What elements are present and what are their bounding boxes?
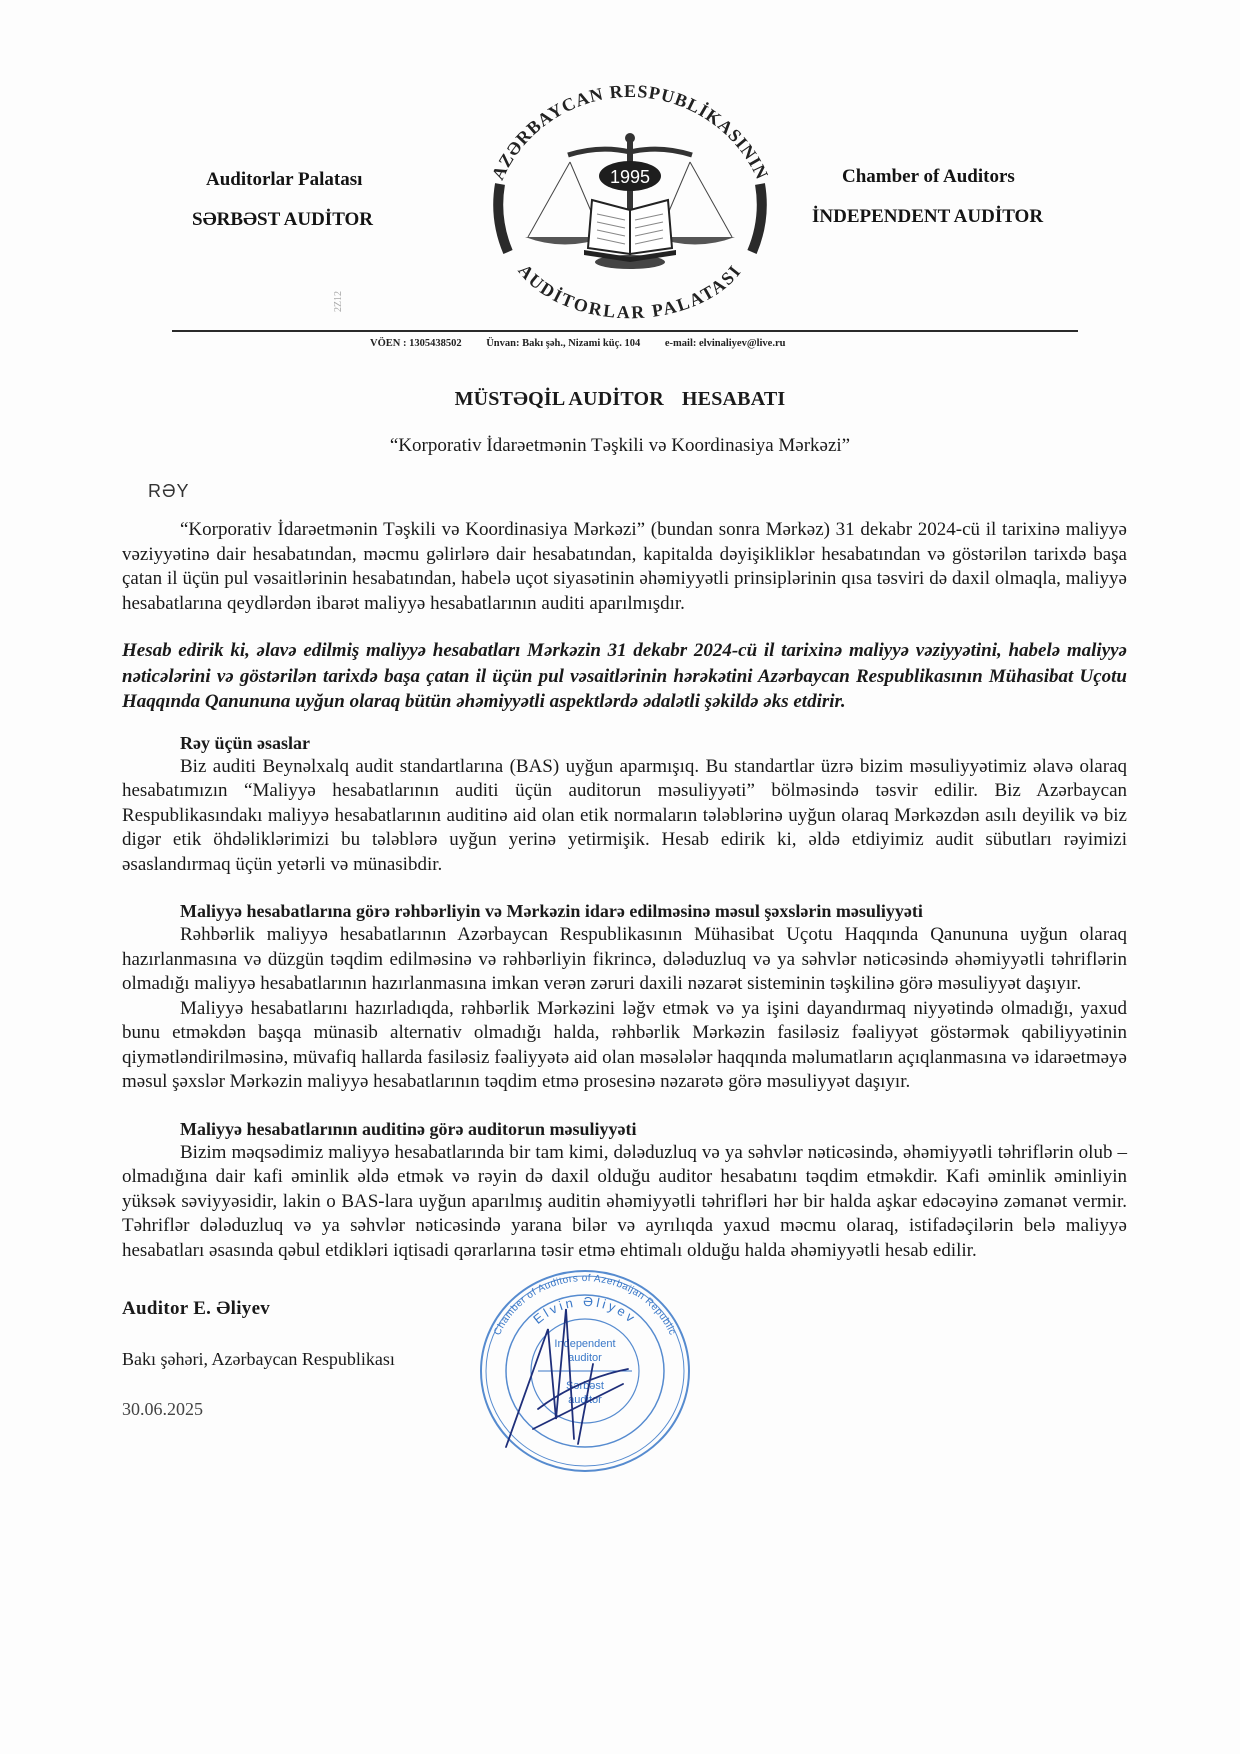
chamber-name-en: Chamber of Auditors (842, 166, 1015, 187)
entity-name: “Korporativ İdarəetmənin Təşkili və Koordinasiya Mərkəzi” (389, 435, 851, 456)
chamber-name-az: Auditorlar Palatası (206, 169, 363, 190)
opinion-paragraph: Hesab edirik ki, əlavə edilmiş maliyyə hesabatları Mərkəzin 31 dekabr 2024-cü il tarixinə maliyyə vəziyyətini, habelə maliyyə nəticələrini və göstərilən tarixdə başa çatan il üçün pul vəsaitlərinin hərəkətini Azərbaycan Respublikasının Mühasibat Uçotu Haqqında Qanununa uyğun olaraq bütün əhəmiyyətli aspektlərdə ədalətli şəkildə əks etdirir. (122, 640, 1127, 712)
voen: VÖEN : 1305438502 (370, 338, 462, 349)
auditor-name: Auditor E. Əliyev (122, 1298, 271, 1319)
stamp-inner-name: Elvin Əliyev (530, 1293, 640, 1327)
stamp-center-3: Sərbəst (566, 1380, 604, 1392)
address: Ünvan: Bakı şəh., Nizami küç. 104 (486, 338, 641, 349)
signature-block (122, 1272, 1127, 1494)
stamp-center-4: auditor (568, 1394, 602, 1406)
logo-bottom-text: AUDİTORLAR PALATASI (514, 260, 746, 322)
independent-auditor-az: SƏRBƏST AUDİTOR (192, 209, 374, 230)
management-paragraph-1: Rəhbərlik maliyyə hesabatlarının Azərbaycan Respublikasının Mühasibat Uçotu Haqqında Qanununa uyğun olaraq hazırlanmasına və düzgün təqdim edilməsinə və rəhbərliyin fikrincə, dələduzluq və ya səhvlər nəticəsində əhəmiyyətli təhriflərin olmadığı maliyyə hesabatlarının hazırlanmasına imkan verən zəruri daxili nəzarət sisteminin təşkilinə görə məsuliyyət daşıyır. (122, 924, 1127, 994)
margin-mark: 2Z12 (333, 290, 345, 313)
auditor-heading: Maliyyə hesabatlarının auditinə görə auditorun məsuliyyəti (180, 1118, 637, 1139)
email[interactable]: e-mail: elvinaliyev@live.ru (664, 338, 786, 349)
opinion-label: RƏY (148, 481, 190, 501)
management-heading: Maliyyə hesabatlarına görə rəhbərliyin və Mərkəzin idarə edilməsinə məsul şəxslərin məsuliyyəti (180, 901, 923, 921)
auditor-paragraph: Bizim məqsədimiz maliyyə hesabatlarında bir tam kimi, dələduzluq və ya səhvlər nəticəsində, əhəmiyyətli təhriflərin olub – olmadığına dair kafi əminlik əldə etmək və rəyin də daxil olduğu auditor hesabatını təqdim etməkdir. Kafi əminlik əminliyin yüksək səviyyəsidir, lakin o BAS-lara uyğun aparılmış auditin əhəmiyyətli təhrifləri hər bir halda aşkar edəcəyinə zəmanət vermir. Təhriflər dələduzluq və ya səhvlər nəticəsində yarana bilər və ayrılıqda yaxud məcmu olaraq, istifadəçilərin belə maliyyə hesabatları əsasında qəbul etdikləri iqtisadi qərarlarına təsir etmə ehtimalı olduğu halda əhəmiyyətli hesab edilir. (122, 1141, 1127, 1261)
basis-paragraph: Biz auditi Beynəlxalq audit standartlarına (BAS) uyğun aparmışıq. Bu standartlar üzrə bizim məsuliyyətimiz əlavə olaraq hesabatımızın “Maliyyə hesabatlarının auditi üçün auditorun məsuliyyəti” bölməsində təsvir edilir. Biz Azərbaycan Respublikasındakı maliyyə hesabatlarının auditinə aid olan etik normaların tələblərinə uyğun olaraq Mərkəzdən asılı deyilik və biz digər etik öhdəliklərimizi bu tələblərə uyğun yerinə yetirmişik. Hesab edirik ki, əldə etdiyimiz audit sübutları rəyimizi əsaslandırmaq üçün yetərli və münasibdir. (122, 755, 1127, 875)
auditor-location: Bakı şəhəri, Azərbaycan Respublikası (122, 1349, 395, 1369)
stamp-center-2: auditor (568, 1352, 602, 1364)
report-date: 30.06.2025 (122, 1399, 203, 1419)
handwritten-signature (506, 1309, 628, 1447)
independent-auditor-en: İNDEPENDENT AUDİTOR (812, 206, 1044, 227)
management-paragraph-2: Maliyyə hesabatlarını hazırladıqda, rəhbərlik Mərkəzini ləğv etmək və ya işini dayandırmaq niyyətində olmadığı, yaxud bunu etməkdən başqa münasib alternativ olmadığı halda, rəhbərlik Mərkəzin fasiləsiz fəaliyyət göstərmək qabiliyyətinin qiymətləndirilməsinə, müvafiq hallarda fasiləsiz fəaliyyətə aid olan məsələlər haqqında məlumatların açıqlanmasına və idarəetməyə məsul şəxslər Mərkəzin maliyyə hesabatlarının təqdim etmə prosesinə nəzarətə görə məsuliyyət daşıyır. (122, 997, 1127, 1092)
logo-top-text: AZƏRBAYCAN RESPUBLİKASININ (487, 80, 773, 183)
stamp-outer-text: Chamber of Auditors of Azerbaijan Republic (492, 1272, 678, 1338)
report-title: MÜSTƏQİL AUDİTOR HESABATI (454, 388, 786, 410)
logo-year: 1995 (609, 167, 651, 187)
stamp-center-1: Independent (554, 1338, 616, 1350)
scope-paragraph: “Korporativ İdarəetmənin Təşkili və Koordinasiya Mərkəzi” (bundan sonra Mərkəz) 31 dekabr 2024-cü il tarixinə maliyyə vəziyyətinə dair hesabatından, məcmu gəlirlərə dair hesabatından, kapitalda dəyişikliklər hesabatından və göstərilən tarixdə başa çatan il üçün pul vəsaitlərinin hesabatından, habelə uçot siyasətinin əhəmiyyətli prinsiplərinin qısa təsviri də daxil olmaqla, maliyyə hesabatlarına qeydlərdən ibarət maliyyə hesabatlarının auditi aparılmışdır. (122, 519, 1127, 614)
basis-heading: Rəy üçün əsaslar (180, 732, 310, 753)
